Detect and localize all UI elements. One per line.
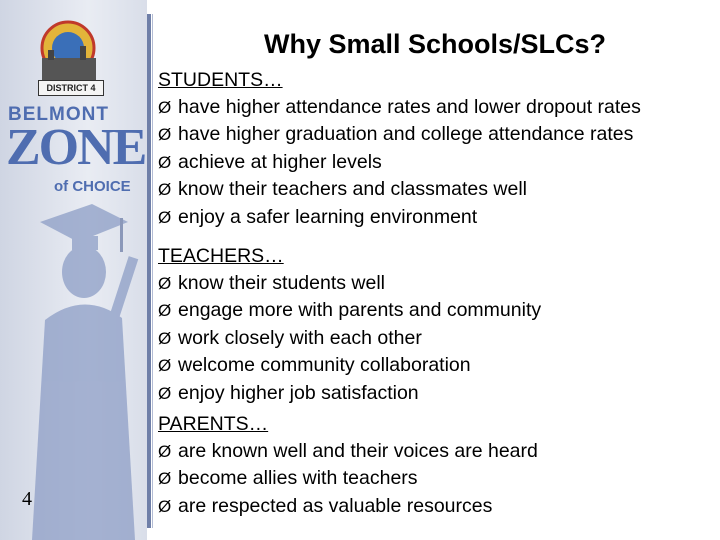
arrow-bullet-icon: Ø	[158, 207, 172, 227]
list-item: Ø enjoy a safer learning environment	[158, 204, 641, 232]
teachers-heading: TEACHERS…	[158, 245, 284, 267]
list-item: Ø work closely with each other	[158, 325, 541, 353]
list-item: Ø are known well and their voices are heard	[158, 438, 538, 466]
arrow-bullet-icon: Ø	[158, 469, 172, 488]
district-seal-icon	[42, 22, 96, 80]
list-item: Ø know their teachers and classmates well	[158, 176, 641, 204]
arrow-bullet-icon: Ø	[158, 496, 172, 516]
vertical-divider-highlight	[152, 14, 153, 528]
list-item: Ø know their students well	[158, 270, 541, 298]
slide-title: Why Small Schools/SLCs?	[263, 29, 607, 59]
parents-section	[158, 411, 538, 520]
arrow-bullet-icon: Ø	[158, 180, 172, 199]
list-item: Ø are respected as valuable resources	[158, 493, 538, 521]
teachers-section	[158, 243, 541, 407]
district-label: DISTRICT 4	[38, 80, 104, 96]
arrow-bullet-icon: Ø	[158, 441, 172, 461]
list-item: Ø engage more with parents and community	[158, 297, 541, 325]
students-heading: STUDENTS…	[158, 69, 283, 91]
vertical-divider	[147, 14, 151, 528]
parents-heading: PARENTS…	[158, 413, 269, 435]
logo-zone-text: ZONE	[6, 119, 146, 176]
arrow-bullet-icon: Ø	[158, 273, 172, 293]
arrow-bullet-icon: Ø	[158, 97, 172, 117]
arrow-bullet-icon: Ø	[158, 152, 172, 172]
list-item: Ø welcome community collaboration	[158, 352, 541, 380]
list-item: Ø have higher attendance rates and lower dropout rates	[158, 94, 641, 122]
page-number: 4	[22, 488, 32, 510]
arrow-bullet-icon: Ø	[158, 356, 172, 375]
arrow-bullet-icon: Ø	[158, 301, 172, 320]
arrow-bullet-icon: Ø	[158, 328, 172, 348]
list-item: Ø achieve at higher levels	[158, 149, 641, 177]
logo-belmont-text: BELMONT	[8, 104, 109, 125]
list-item: Ø have higher graduation and college attendance rates	[158, 121, 641, 149]
sidebar-panel	[0, 0, 147, 540]
logo-of-choice-text: of CHOICE	[54, 178, 131, 195]
list-item: Ø become allies with teachers	[158, 465, 538, 493]
students-section	[158, 67, 641, 231]
list-item: Ø enjoy higher job satisfaction	[158, 380, 541, 408]
arrow-bullet-icon: Ø	[158, 383, 172, 403]
arrow-bullet-icon: Ø	[158, 125, 172, 144]
